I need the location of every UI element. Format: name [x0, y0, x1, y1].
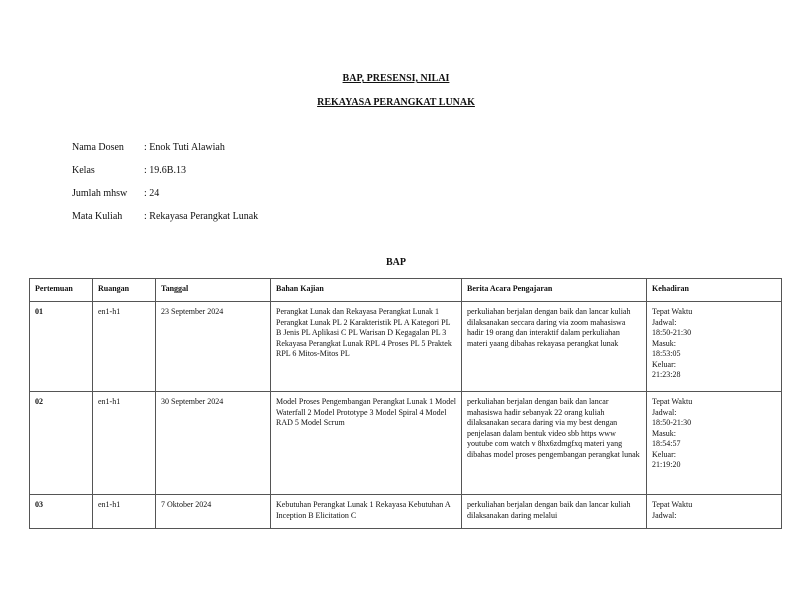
cell-ruangan: en1-h1: [93, 495, 156, 529]
info-value: : 19.6B.13: [144, 165, 186, 176]
table-row: [30, 392, 782, 495]
column-header-tanggal: Tanggal: [156, 279, 271, 302]
info-row-dosen: [72, 142, 225, 153]
kehadiran-line: Tepat Waktu: [652, 397, 693, 406]
cell-pertemuan: 03: [30, 495, 93, 529]
bap-table: [29, 278, 782, 529]
kehadiran-line: 21:19:20: [652, 460, 681, 469]
table-row: [30, 495, 782, 529]
info-label: Kelas: [72, 165, 95, 176]
kehadiran-line: Masuk:: [652, 338, 676, 348]
table-header-row: [30, 279, 782, 302]
bap-section-title: BAP: [386, 257, 406, 268]
info-row-kelas: [72, 165, 186, 176]
info-value: : Enok Tuti Alawiah: [144, 142, 225, 153]
cell-tanggal: 23 September 2024: [156, 302, 271, 392]
info-label: Nama Dosen: [72, 142, 124, 153]
kehadiran-line: Jadwal:: [652, 407, 677, 417]
cell-ruangan: en1-h1: [93, 302, 156, 392]
column-header-kehadiran: Kehadiran: [647, 279, 782, 302]
cell-berita-acara: perkuliahan berjalan dengan baik dan lancar kuliah dilaksanakan seccara daring via zoom mahasiswa hadir 19 orang dan interaktif dalam perkuliahan materi yaang dibahas rekayasa perangkat lunak: [462, 302, 647, 392]
info-value: : 24: [144, 188, 160, 199]
kehadiran-line: Keluar:: [652, 359, 676, 369]
kehadiran-line: Keluar:: [652, 449, 676, 459]
kehadiran-line: Masuk:: [652, 428, 676, 438]
cell-ruangan: en1-h1: [93, 392, 156, 495]
kehadiran-line: Jadwal:: [652, 510, 677, 520]
info-label: Jumlah mhsw: [72, 188, 128, 199]
cell-bahan-kajian: Model Proses Pengembangan Perangkat Lunak 1 Model Waterfall 2 Model Prototype 3 Model Spiral 4 Model RAD 5 Model Scrum: [271, 392, 462, 495]
cell-berita-acara: perkuliahan berjalan dengan baik dan lancar kuliah dilaksanakan daring melalui: [462, 495, 647, 529]
kehadiran-line: Tepat Waktu: [652, 307, 693, 316]
cell-pertemuan: 01: [30, 302, 93, 392]
kehadiran-line: 18:54:57: [652, 439, 681, 448]
cell-berita-acara: perkuliahan berjalan dengan baik dan lancar mahasiswa hadir sebanyak 22 orang kuliah dilaksanakan secara daring via my best dengan penjelasan dalam bentuk video sbb https www youtube com watch v 8hx6zdmgfxq materi yang dibahas model proses pengembangan perangkat lunak: [462, 392, 647, 495]
table-row: [30, 302, 782, 392]
kehadiran-line: 18:53:05: [652, 349, 681, 358]
column-header-berita-acara: Berita Acara Pengajaran: [462, 279, 647, 302]
column-header-pertemuan: Pertemuan: [30, 279, 93, 302]
kehadiran-line: 21:23:28: [652, 370, 681, 379]
column-header-bahan-kajian: Bahan Kajian: [271, 279, 462, 302]
info-value: : Rekayasa Perangkat Lunak: [144, 211, 259, 222]
column-header-ruangan: Ruangan: [93, 279, 156, 302]
info-label: Mata Kuliah: [72, 211, 123, 222]
kehadiran-line: Tepat Waktu: [652, 500, 693, 509]
cell-kehadiran: [647, 495, 782, 529]
cell-kehadiran: [647, 302, 782, 392]
document-title: BAP, PRESENSI, NILAI: [342, 73, 450, 84]
info-row-jumlah: [72, 188, 159, 199]
course-title: REKAYASA PERANGKAT LUNAK: [317, 97, 475, 108]
cell-tanggal: 7 Oktober 2024: [156, 495, 271, 529]
kehadiran-line: 18:50-21:30: [652, 418, 692, 427]
kehadiran-line: Jadwal:: [652, 317, 677, 327]
cell-tanggal: 30 September 2024: [156, 392, 271, 495]
cell-kehadiran: [647, 392, 782, 495]
cell-pertemuan: 02: [30, 392, 93, 495]
kehadiran-line: 18:50-21:30: [652, 328, 692, 337]
cell-bahan-kajian: Perangkat Lunak dan Rekayasa Perangkat Lunak 1 Perangkat Lunak PL 2 Karakteristik PL A Kategori PL B Jenis PL Aplikasi C PL Warisan D Kegagalan PL 3 Rekayasa Perangkat Lunak RPL 4 Proses PL 5 Praktek RPL 6 Mitos-Mitos PL: [271, 302, 462, 392]
info-row-matakuliah: [72, 211, 258, 222]
cell-bahan-kajian: Kebutuhan Perangkat Lunak 1 Rekayasa Kebutuhan A Inception B Elicitation C: [271, 495, 462, 529]
